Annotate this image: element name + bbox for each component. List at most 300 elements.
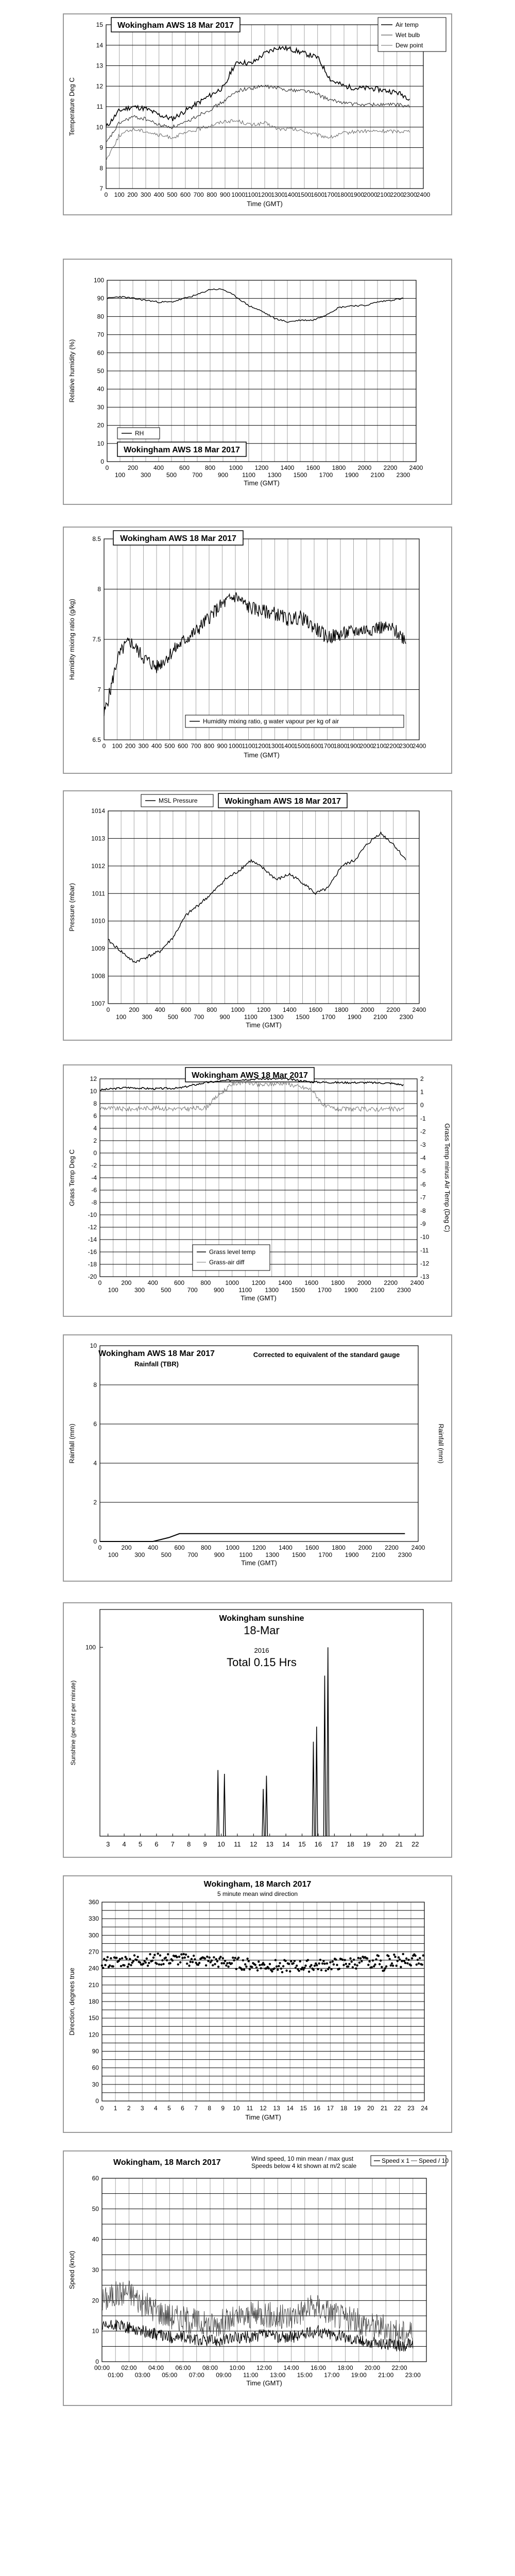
wdir-point xyxy=(246,1958,248,1960)
temp-x-tick-label: 1500 xyxy=(297,191,312,198)
rh-y-tick-label: 20 xyxy=(97,421,104,429)
grass-y-tick-label: -2 xyxy=(91,1162,97,1169)
grass-x-tick-label: 300 xyxy=(134,1286,145,1294)
pressure-y-tick-label: 1012 xyxy=(91,862,105,870)
wdir-subtitle: 5 minute mean wind direction xyxy=(217,1890,298,1897)
temp-x-tick-label: 2200 xyxy=(390,191,404,198)
pressure-x-tick-label: 1200 xyxy=(256,1006,271,1013)
wdir-point xyxy=(276,1965,278,1968)
wdir-point xyxy=(183,1953,185,1955)
wdir-point xyxy=(307,1959,309,1961)
wdir-point xyxy=(127,1965,129,1968)
sunshine-x-tick-label: 21 xyxy=(395,1840,403,1848)
wdir-point xyxy=(254,1964,256,1966)
rain-x-tick-label: 1100 xyxy=(239,1551,253,1558)
wdir-point xyxy=(190,1961,192,1963)
wdir-point xyxy=(148,1962,150,1964)
wdir-point xyxy=(167,1953,169,1955)
rh-x-tick-label: 100 xyxy=(114,471,126,479)
rain-x-tick-label: 1500 xyxy=(291,1551,306,1558)
sunshine-x-tick-label: 9 xyxy=(203,1840,207,1848)
wdir-point xyxy=(184,1957,186,1959)
wdir-point xyxy=(293,1962,295,1964)
wspd-x-tick-label: 04:00 xyxy=(148,2364,164,2371)
wdir-point xyxy=(161,1959,163,1961)
wdir-point xyxy=(231,1962,233,1964)
wdir-point xyxy=(112,1965,114,1968)
pressure-chart xyxy=(64,791,451,1040)
grass-y-tick-label: -8 xyxy=(91,1199,97,1206)
hmr-title: Wokingham AWS 18 Mar 2017 xyxy=(120,534,236,543)
wdir-point xyxy=(249,1968,251,1970)
rainfall-chart xyxy=(64,1335,451,1581)
pressure-x-tick-label: 500 xyxy=(167,1013,178,1021)
wdir-point xyxy=(332,1960,334,1962)
sunshine-year: 2016 xyxy=(254,1647,269,1654)
wdir-x-tick-label: 16 xyxy=(313,2105,321,2112)
wspd-y-tick-label: 60 xyxy=(92,2175,99,2182)
hmr-x-tick-label: 1800 xyxy=(333,742,348,750)
rain-y-tick-label: 2 xyxy=(93,1499,97,1506)
wdir-point xyxy=(325,1970,327,1972)
rh-x-tick-label: 2300 xyxy=(396,471,410,479)
grass-y-right-tick-label: -7 xyxy=(420,1194,426,1201)
rain-x-tick-label: 1200 xyxy=(252,1544,266,1551)
wdir-point xyxy=(181,1957,183,1959)
wdir-point xyxy=(360,1960,363,1962)
wdir-point xyxy=(353,1959,355,1961)
wdir-point xyxy=(392,1964,394,1967)
wdir-point xyxy=(133,1954,135,1956)
rh-x-tick-label: 700 xyxy=(192,471,203,479)
sunshine-x-tick-label: 15 xyxy=(298,1840,306,1848)
wdir-point xyxy=(233,1959,235,1961)
wdir-point xyxy=(410,1964,412,1967)
hmr-x-tick-label: 1500 xyxy=(294,742,308,750)
temp-x-tick-label: 1200 xyxy=(258,191,272,198)
rain-x-tick-label: 1300 xyxy=(265,1551,280,1558)
wdir-y-tick-label: 30 xyxy=(92,2080,99,2088)
grass-y-right-axis-label: Grass Temp minus Air Temp (Deg C) xyxy=(443,1123,451,1232)
grass-y-tick-label: 4 xyxy=(93,1125,97,1132)
grass-x-tick-label: 100 xyxy=(108,1286,118,1294)
rain-x-tick-label: 900 xyxy=(214,1551,225,1558)
wdir-point xyxy=(180,1953,182,1955)
grass-y-right-tick-label: -3 xyxy=(420,1141,426,1148)
wdir-point xyxy=(151,1960,153,1962)
sunshine-spike xyxy=(316,1726,318,1836)
wdir-point xyxy=(109,1964,111,1967)
sunshine-spike xyxy=(217,1770,219,1836)
pressure-x-tick-label: 800 xyxy=(207,1006,217,1013)
wspd-y-tick-label: 0 xyxy=(95,2358,99,2365)
wdir-point xyxy=(319,1959,321,1961)
sunshine-total: Total 0.15 Hrs xyxy=(227,1656,297,1669)
grass-x-tick-label: 2200 xyxy=(384,1279,398,1286)
sunshine-x-tick-label: 22 xyxy=(411,1840,419,1848)
wdir-point xyxy=(177,1963,179,1965)
wdir-point xyxy=(416,1963,418,1965)
wdir-point xyxy=(225,1964,227,1967)
grass-y-right-tick-label: -5 xyxy=(420,1167,426,1175)
rh-x-tick-label: 200 xyxy=(127,464,139,471)
wdir-x-tick-label: 15 xyxy=(300,2105,307,2112)
wdir-point xyxy=(146,1957,148,1959)
temp-x-tick-label: 2400 xyxy=(416,191,431,198)
wdir-point xyxy=(384,1968,386,1970)
wdir-point xyxy=(341,1959,344,1961)
grass-x-tick-label: 1100 xyxy=(238,1286,252,1294)
grass-y-right-tick-label: -10 xyxy=(420,1233,430,1241)
wdir-point xyxy=(391,1962,393,1964)
hmr-y-tick-label: 6.5 xyxy=(92,736,101,743)
wdir-point xyxy=(110,1957,112,1959)
rain-y-axis-label: Rainfall (mm) xyxy=(68,1423,76,1464)
wdir-point xyxy=(248,1960,250,1962)
rain-x-tick-label: 400 xyxy=(147,1544,159,1551)
wdir-point xyxy=(381,1966,383,1968)
rh-x-tick-label: 600 xyxy=(179,464,190,471)
wdir-point xyxy=(290,1960,292,1962)
sunshine-spike xyxy=(327,1647,329,1836)
wdir-point xyxy=(289,1970,291,1972)
rain-x-axis-label: Time (GMT) xyxy=(241,1559,277,1567)
rh-x-tick-label: 1100 xyxy=(242,471,255,479)
wdir-x-tick-label: 2 xyxy=(127,2105,131,2112)
wdir-x-tick-label: 23 xyxy=(407,2105,415,2112)
grass-temp-chart xyxy=(64,1065,451,1316)
wdir-point xyxy=(279,1962,281,1964)
wdir-point xyxy=(284,1960,286,1962)
wdir-point xyxy=(226,1962,228,1964)
wdir-point xyxy=(213,1956,215,1958)
rh-x-tick-label: 0 xyxy=(105,464,109,471)
wdir-point xyxy=(235,1968,237,1970)
wdir-point xyxy=(227,1965,229,1968)
wdir-point xyxy=(103,1958,105,1960)
mixing-ratio-chart-panel xyxy=(63,527,452,774)
temp-x-tick-label: 1600 xyxy=(311,191,325,198)
rain-subtitle: Rainfall (TBR) xyxy=(134,1360,179,1368)
pressure-x-tick-label: 100 xyxy=(116,1013,127,1021)
wspd-x-tick-label: 18:00 xyxy=(337,2364,353,2371)
rh-series-rh xyxy=(107,289,403,322)
rh-y-tick-label: 40 xyxy=(97,385,104,393)
wdir-point xyxy=(128,1963,130,1965)
grass-x-tick-label: 2000 xyxy=(357,1279,371,1286)
wdir-point xyxy=(390,1964,392,1967)
wdir-point xyxy=(330,1968,332,1970)
pressure-x-tick-label: 1900 xyxy=(347,1013,362,1021)
wdir-x-tick-label: 8 xyxy=(208,2105,212,2112)
wdir-point xyxy=(192,1961,194,1963)
wspd-y-axis-label: Speed (knot) xyxy=(68,2250,76,2290)
hmr-x-tick-label: 600 xyxy=(177,742,188,750)
rain-x-tick-label: 2000 xyxy=(358,1544,372,1551)
hmr-x-tick-label: 1300 xyxy=(268,742,282,750)
sunshine-x-tick-label: 17 xyxy=(331,1840,338,1848)
wdir-point xyxy=(162,1963,164,1965)
rh-x-tick-label: 900 xyxy=(217,471,229,479)
wdir-point xyxy=(298,1970,300,1972)
wdir-point xyxy=(129,1958,131,1960)
wdir-x-tick-label: 17 xyxy=(327,2105,334,2112)
wdir-y-tick-label: 270 xyxy=(88,1948,99,1956)
sunshine-x-tick-label: 20 xyxy=(379,1840,387,1848)
wdir-point xyxy=(158,1963,160,1965)
hmr-x-tick-label: 1400 xyxy=(281,742,295,750)
pressure-title: Wokingham AWS 18 Mar 2017 xyxy=(225,797,341,806)
wdir-point xyxy=(396,1964,398,1967)
wdir-point xyxy=(354,1963,356,1965)
wdir-point xyxy=(385,1965,387,1968)
temp-x-tick-label: 800 xyxy=(207,191,217,198)
rain-x-tick-label: 0 xyxy=(98,1544,102,1551)
hmr-x-tick-label: 2400 xyxy=(412,742,426,750)
wdir-point xyxy=(115,1957,117,1959)
humidity-chart xyxy=(64,260,451,504)
wdir-point xyxy=(277,1969,279,1971)
wdir-point xyxy=(321,1962,323,1964)
temp-x-tick-label: 1800 xyxy=(337,191,351,198)
pressure-y-axis-label: Pressure (mbar) xyxy=(68,883,76,931)
wdir-x-axis-label: Time (GMT) xyxy=(245,2113,281,2121)
rh-x-tick-label: 1600 xyxy=(306,464,320,471)
pressure-x-tick-label: 900 xyxy=(219,1013,230,1021)
wdir-point xyxy=(288,1963,290,1965)
temp-x-tick-label: 2100 xyxy=(376,191,391,198)
rh-title: Wokingham AWS 18 Mar 2017 xyxy=(124,446,240,454)
pressure-x-tick-label: 300 xyxy=(142,1013,152,1021)
temp-x-tick-label: 1000 xyxy=(231,191,246,198)
wdir-point xyxy=(259,1964,261,1966)
wdir-x-tick-label: 4 xyxy=(153,2105,158,2112)
pressure-x-tick-label: 2400 xyxy=(412,1006,426,1013)
wdir-point xyxy=(215,1958,217,1960)
hmr-y-tick-label: 8.5 xyxy=(92,535,101,543)
sunshine-x-tick-label: 8 xyxy=(187,1840,191,1848)
wdir-point xyxy=(101,1964,103,1967)
wdir-point xyxy=(278,1965,280,1967)
grass-x-tick-label: 2400 xyxy=(410,1279,424,1286)
grass-x-tick-label: 700 xyxy=(187,1286,198,1294)
rh-x-tick-label: 1400 xyxy=(280,464,295,471)
wdir-point xyxy=(380,1959,382,1961)
wdir-point xyxy=(211,1959,213,1961)
sunshine-spike xyxy=(224,1774,226,1836)
grass-x-tick-label: 1200 xyxy=(251,1279,266,1286)
grass-y-right-tick-label: -4 xyxy=(420,1154,426,1162)
rh-x-tick-label: 1300 xyxy=(267,471,282,479)
rh-x-tick-label: 400 xyxy=(153,464,164,471)
wdir-point xyxy=(356,1964,358,1967)
wdir-point xyxy=(104,1964,106,1966)
pressure-x-tick-label: 2300 xyxy=(399,1013,414,1021)
hmr-x-tick-label: 2300 xyxy=(399,742,413,750)
pressure-gridlines xyxy=(108,811,419,1004)
pressure-y-tick-label: 1009 xyxy=(91,945,105,953)
wdir-point xyxy=(314,1964,316,1967)
wdir-point xyxy=(317,1968,319,1970)
wdir-point xyxy=(251,1966,253,1968)
pressure-chart-panel xyxy=(63,790,452,1041)
temp-y-tick-label: 14 xyxy=(96,41,103,49)
rh-y-tick-label: 80 xyxy=(97,313,104,320)
hmr-gridlines xyxy=(104,539,419,740)
sunshine-spike xyxy=(265,1776,267,1836)
wdir-point xyxy=(357,1957,359,1959)
wdir-point xyxy=(160,1963,162,1965)
wdir-point xyxy=(166,1959,168,1961)
wdir-point xyxy=(179,1961,181,1963)
wdir-point xyxy=(308,1971,310,1973)
grass-y-right-tick-label: -8 xyxy=(420,1207,426,1214)
wdir-point xyxy=(188,1964,190,1967)
pressure-x-tick-label: 2000 xyxy=(360,1006,374,1013)
wdir-point xyxy=(299,1960,301,1962)
wdir-point xyxy=(204,1957,206,1959)
wdir-point xyxy=(217,1965,219,1968)
wdir-point xyxy=(132,1960,134,1962)
wdir-point xyxy=(135,1959,138,1961)
wdir-point xyxy=(102,1967,104,1969)
pressure-x-tick-label: 2100 xyxy=(373,1013,387,1021)
wdir-point xyxy=(222,1957,224,1959)
sunshine-date: 18-Mar xyxy=(244,1624,280,1637)
grass-x-tick-label: 800 xyxy=(200,1279,211,1286)
wdir-point xyxy=(171,1959,174,1961)
wdir-point xyxy=(224,1960,226,1962)
rh-x-tick-label: 1500 xyxy=(293,471,307,479)
temp-x-tick-label: 900 xyxy=(219,191,231,198)
wdir-point xyxy=(186,1962,188,1964)
grass-y-tick-label: 10 xyxy=(90,1088,97,1095)
hmr-legend-label: Humidity mixing ratio, g water vapour per kg of air xyxy=(203,718,339,725)
wdir-x-tick-label: 9 xyxy=(221,2105,225,2112)
pressure-x-tick-label: 0 xyxy=(106,1006,110,1013)
pressure-x-axis-label: Time (GMT) xyxy=(246,1021,282,1029)
wdir-point xyxy=(345,1963,347,1965)
rh-x-tick-label: 2000 xyxy=(357,464,372,471)
wdir-point xyxy=(156,1962,158,1964)
pressure-x-tick-label: 2200 xyxy=(386,1006,401,1013)
rain-gridlines xyxy=(100,1346,418,1541)
grass-x-tick-label: 2100 xyxy=(370,1286,385,1294)
rh-x-tick-label: 1200 xyxy=(254,464,269,471)
temp-x-tick-label: 500 xyxy=(167,191,178,198)
wdir-point xyxy=(313,1969,315,1971)
rain-y-tick-label: 8 xyxy=(93,1381,97,1388)
wdir-point xyxy=(329,1961,331,1963)
rain-x-tick-label: 2400 xyxy=(411,1544,425,1551)
temp-title: Wokingham AWS 18 Mar 2017 xyxy=(117,21,234,30)
sunshine-chart xyxy=(64,1603,451,1857)
pressure-x-tick-label: 1400 xyxy=(282,1006,297,1013)
wdir-point xyxy=(400,1966,402,1968)
grass-y-tick-label: -20 xyxy=(88,1273,97,1280)
grass-x-tick-label: 1700 xyxy=(317,1286,332,1294)
wdir-point xyxy=(359,1957,362,1959)
wspd-note-1: Wind speed, 10 min mean / max gust xyxy=(251,2155,354,2162)
wdir-point xyxy=(367,1964,369,1966)
wspd-x-tick-label: 20:00 xyxy=(364,2364,381,2371)
wdir-point xyxy=(411,1957,413,1959)
wdir-y-tick-label: 90 xyxy=(92,2047,99,2055)
wdir-point xyxy=(234,1957,236,1959)
temp-series-dew-point xyxy=(106,120,409,161)
grass-x-tick-label: 1600 xyxy=(304,1279,319,1286)
wdir-point xyxy=(366,1957,368,1959)
rain-x-tick-label: 200 xyxy=(121,1544,132,1551)
wdir-gridlines xyxy=(102,1902,424,2101)
wdir-point xyxy=(398,1956,400,1958)
wdir-point xyxy=(193,1955,195,1957)
wdir-point xyxy=(185,1954,187,1956)
wdir-point xyxy=(303,1967,305,1969)
pressure-x-tick-label: 400 xyxy=(154,1006,165,1013)
rain-y-tick-label: 4 xyxy=(93,1460,97,1467)
rh-y-tick-label: 70 xyxy=(97,331,104,338)
grass-x-tick-label: 0 xyxy=(98,1279,102,1286)
rain-x-tick-label: 1000 xyxy=(226,1544,239,1551)
rh-x-tick-label: 2100 xyxy=(370,471,385,479)
wspd-x-tick-label: 10:00 xyxy=(229,2364,245,2371)
wdir-point xyxy=(256,1969,259,1971)
temp-legend-label: Air temp xyxy=(396,21,419,28)
wspd-x-tick-label: 11:00 xyxy=(243,2371,259,2379)
wdir-x-tick-label: 13 xyxy=(273,2105,280,2112)
wdir-point xyxy=(126,1958,128,1960)
grass-y-tick-label: -16 xyxy=(88,1248,97,1256)
temp-x-tick-label: 1100 xyxy=(245,191,259,198)
wdir-x-tick-label: 20 xyxy=(367,2105,374,2112)
grass-y-tick-label: -10 xyxy=(88,1211,97,1218)
pressure-y-tick-label: 1008 xyxy=(91,972,105,980)
hmr-x-tick-label: 1600 xyxy=(307,742,321,750)
wdir-point xyxy=(214,1963,216,1965)
temp-y-tick-label: 8 xyxy=(99,164,103,172)
humidity-chart-panel xyxy=(63,259,452,505)
sunshine-x-tick-label: 7 xyxy=(170,1840,175,1848)
sunshine-x-tick-label: 4 xyxy=(122,1840,126,1848)
wdir-y-tick-label: 60 xyxy=(92,2064,99,2072)
wdir-point xyxy=(107,1956,109,1958)
pressure-y-tick-label: 1011 xyxy=(92,890,105,897)
sunshine-x-tick-label: 11 xyxy=(234,1840,241,1848)
hmr-x-tick-label: 200 xyxy=(125,742,136,750)
wdir-point xyxy=(372,1959,374,1961)
wdir-point xyxy=(403,1960,405,1962)
wdir-point xyxy=(130,1964,132,1966)
wdir-point xyxy=(241,1969,243,1971)
grass-y-right-tick-label: -11 xyxy=(420,1246,429,1254)
pressure-x-tick-label: 1100 xyxy=(244,1013,258,1021)
wdir-point xyxy=(304,1964,306,1967)
wdir-point xyxy=(120,1965,122,1967)
grass-y-tick-label: 8 xyxy=(93,1100,97,1107)
wdir-y-axis-label: Direction, degrees true xyxy=(68,1968,76,2036)
hmr-x-tick-label: 2200 xyxy=(386,742,400,750)
wspd-x-tick-label: 08:00 xyxy=(202,2364,218,2371)
sunshine-x-tick-label: 13 xyxy=(266,1840,273,1848)
grass-x-tick-label: 1800 xyxy=(331,1279,345,1286)
rain-x-tick-label: 1700 xyxy=(318,1551,333,1558)
wspd-x-tick-label: 07:00 xyxy=(188,2371,204,2379)
wdir-point xyxy=(368,1960,370,1962)
wdir-point xyxy=(422,1954,424,1956)
mixing-ratio-chart xyxy=(64,528,451,773)
wdir-point xyxy=(406,1962,408,1964)
